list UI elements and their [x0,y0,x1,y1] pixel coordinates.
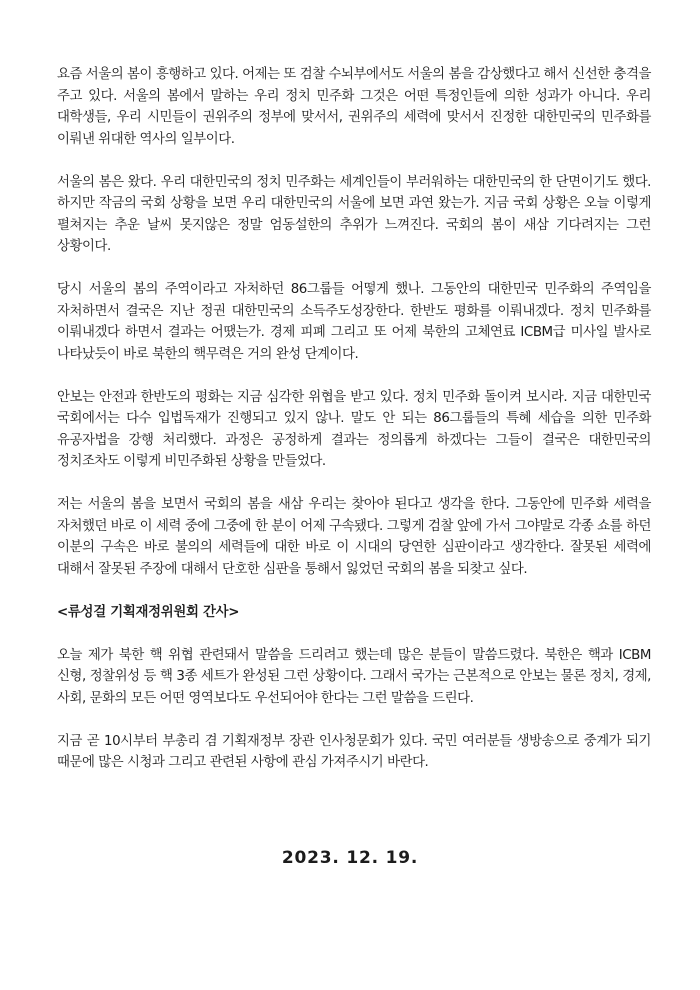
document-date: 2023. 12. 19. [281,848,419,868]
paragraph-1: 요즘 서울의 봄이 흥행하고 있다. 어제는 또 검찰 수뇌부에서도 서울의 봄을 감상했다고 해서 신선한 충격을 주고 있다. 서울의 봄에서 말하는 우리 정치 민주화 그것은 어떤 특정인들에 의한 성과가 아니다. 우리 대학생들, 우리 시민들이 권위주의 정부에 맞서서, 권위주의 세력에 맞서서 진정한 대한민국의 민주화를 이뤄낸 위대한 역사의 일부이다. [57,67,651,147]
speaker-paragraph-2: 지금 곧 10시부터 부총리 겸 기획재정부 장관 인사청문회가 있다. 국민 여러분들 생방송으로 중계가 되기 때문에 많은 시청과 그리고 관련된 사항에 관심 가져주시기 바란다. [57,733,651,770]
paragraph-3: 당시 서울의 봄의 주역이라고 자처하던 86그룹들 어떻게 했나. 그동안의 대한민국 민주화의 주역임을 자처하면서 결국은 지난 정권 대한민국의 소득주도성장한다. 한반도 평화를 이뤄내겠다. 정치 민주화를 이뤄내겠다 하면서 결과는 어땠는가. 경제 피폐 그리고 또 어제 북한의 고체연료 ICBM급 미사일 발사로 나타났듯이 바로 북한의 핵무력은 거의 완성 단계이다. [57,282,651,362]
document-body [57,64,651,795]
paragraph-2: 서울의 봄은 왔다. 우리 대한민국의 정치 민주화는 세계인들이 부러워하는 대한민국의 한 단면이기도 했다. 하지만 작금의 국회 상황을 보면 우리 대한민국의 서울에 보면 과연 왔는가. 지금 국회 상황은 오늘 이렇게 펼쳐지는 추운 날씨 못지않은 정말 엄동설한의 추위가 느껴진다. 국회의 봄이 새삼 기다려지는 그런 상황이다. [57,174,651,254]
paragraph-5: 저는 서울의 봄을 보면서 국회의 봄을 새삼 우리는 찾아야 된다고 생각을 한다. 그동안에 민주화 세력을 자처했던 바로 이 세력 중에 그중에 한 분이 어제 구속됐다. 그렇게 검찰 앞에 가서 그야말로 각종 쇼를 하던 이분의 구속은 바로 불의의 세력들에 대한 바로 이 시대의 당연한 심판이라고 생각한다. 잘못된 세력에 대해서 잘못된 주장에 대해서 단호한 심판을 통해서 잃었던 국회의 봄을 되찾고 싶다. [57,497,651,577]
paragraph-4: 안보는 안전과 한반도의 평화는 지금 심각한 위협을 받고 있다. 정치 민주화 돌이켜 보시라. 지금 대한민국 국회에서는 다수 입법독재가 진행되고 있지 않나. 말도 안 되는 86그룹들의 특혜 세습을 의한 민주화 유공자법을 강행 처리했다. 과정은 공정하게 결과는 정의롭게 하겠다는 그들이 결국은 대한민국의 정치조차도 이렇게 비민주화된 상황을 만들었다. [57,389,651,469]
speaker-heading: <류성걸 기획재정위원회 간사> [57,604,240,620]
speaker-paragraph-1: 오늘 제가 북한 핵 위협 관련돼서 말씀을 드리려고 했는데 많은 분들이 말씀드렸다. 북한은 핵과 ICBM 신형, 정찰위성 등 핵 3종 세트가 완성된 그런 상황이다. 그래서 국가는 근본적으로 안보는 물론 정치, 경제, 사회, 문화의 모든 어떤 영역보다도 우선되어야 한다는 그런 말씀을 드린다. [57,647,651,706]
